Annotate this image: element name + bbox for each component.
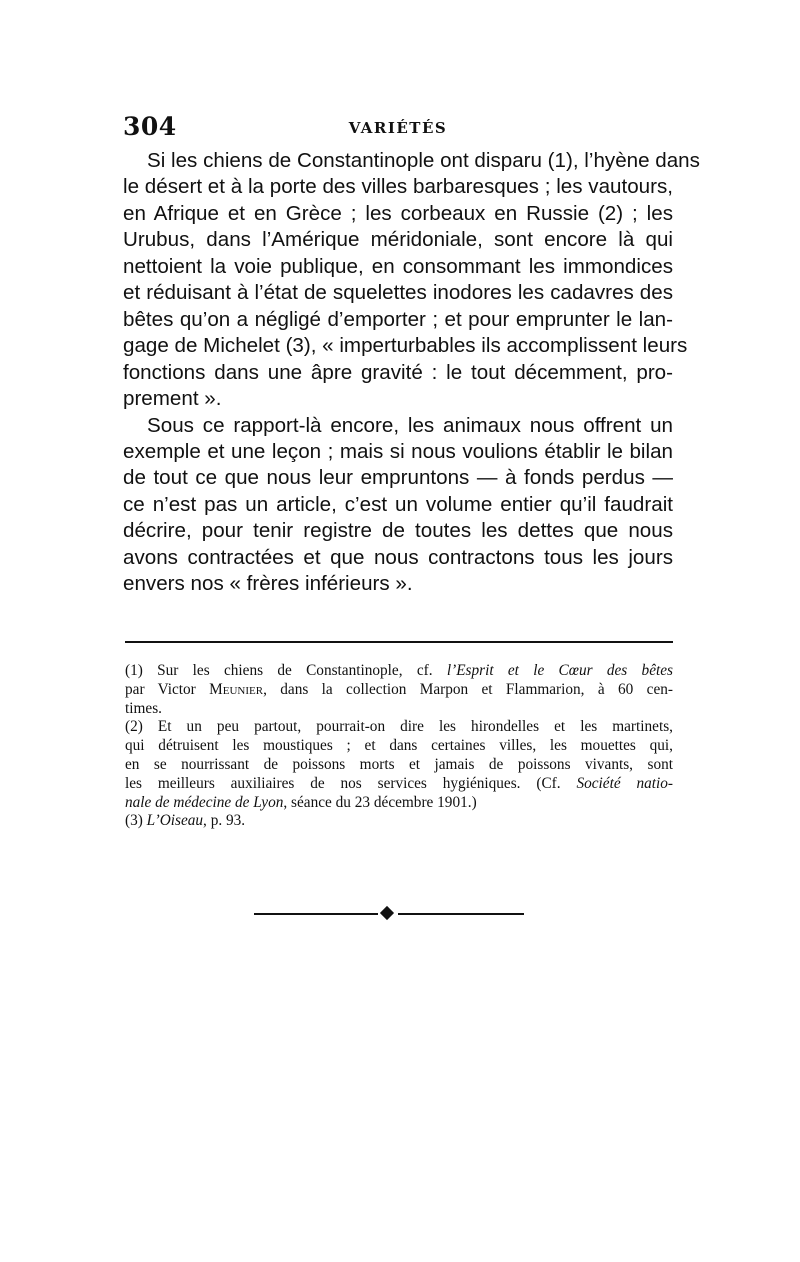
footnote-text: , séance du 23 décembre 1901.) <box>283 793 477 811</box>
footnote-1-line <box>125 681 673 700</box>
diamond-icon <box>380 906 394 920</box>
footnote-text: , dans la collection Marpon et Flammarion, à 60 cen- <box>263 680 673 698</box>
text-line: le désert et à la porte des villes barbaresques ; les vautours, <box>123 175 673 199</box>
text-line: gage de Michelet (3), « imperturbables ils accomplissent leurs <box>123 334 688 358</box>
footnote-2-line: en se nourrissant de poissons morts et jamais de poissons vivants, sont <box>125 755 673 773</box>
footnote-text: (1) Sur les chiens de Constantinople, cf. <box>125 662 447 679</box>
text-line: prement ». <box>123 387 222 411</box>
running-head: VARIÉTÉS <box>348 119 448 137</box>
footnote-text: par Victor <box>125 680 210 698</box>
cited-title: L’Oiseau <box>146 812 204 830</box>
text-line: Sous ce rapport-là encore, les animaux nous offrent un <box>147 413 673 437</box>
ornament-rule-left <box>254 913 378 915</box>
author-name: Meunier <box>209 680 264 698</box>
ornament-rule-right <box>398 913 524 915</box>
text-line: envers nos « frères inférieurs ». <box>123 572 413 596</box>
text-line: décrire, pour tenir registre de toutes les dettes que nous <box>123 519 673 543</box>
footnote-2-line <box>125 775 673 794</box>
footnote-text: (3) <box>125 812 147 830</box>
cited-title: l’Esprit et le Cœur des bêtes <box>446 662 673 679</box>
end-ornament <box>254 906 524 922</box>
text-line: Si les chiens de Constantinople ont disparu (1), l’hyène dans <box>147 149 700 172</box>
page-header <box>123 112 673 142</box>
text-line: nettoient la voie publique, en consommant les immondices <box>123 254 673 278</box>
text-line: avons contractées et que nous contractons tous les jours <box>123 545 673 569</box>
text-line: de tout ce que nous leur empruntons — à fonds perdus — <box>123 466 673 490</box>
footnote-1-line <box>125 662 673 681</box>
text-line: bêtes qu’on a négligé d’emporter ; et pour emprunter le lan- <box>123 307 673 331</box>
footnote-2-line: (2) Et un peu partout, pourrait-on dire les hirondelles et les martinets, <box>125 718 673 736</box>
text-line: en Afrique et en Grèce ; les corbeaux en Russie (2) ; les <box>123 201 673 225</box>
footnote-divider <box>125 641 673 643</box>
footnote-2-line <box>125 794 673 813</box>
text-line: fonctions dans une âpre gravité : le tout décemment, pro- <box>123 360 673 384</box>
footnotes <box>125 662 673 831</box>
text-line: Urubus, dans l’Amérique méridoniale, sont encore là qui <box>123 228 673 252</box>
footnote-text: les meilleurs auxiliaires de nos services hygiéniques. (Cf. <box>125 774 577 792</box>
cited-title: nale de médecine de Lyon <box>125 793 284 811</box>
footnote-text: , p. 93. <box>203 812 246 830</box>
text-line: et réduisant à l’état de squelettes inodores les cadavres des <box>123 281 673 305</box>
text-line: ce n’est pas un article, c’est un volume entier qu’il faudrait <box>123 492 673 516</box>
cited-title: Société natio- <box>576 774 674 792</box>
footnote-1-line: times. <box>125 699 162 717</box>
text-line: exemple et une leçon ; mais si nous voulions établir le bilan <box>123 439 673 463</box>
footnote-2-line: qui détruisent les moustiques ; et dans certaines villes, les mouettes qui, <box>125 737 673 755</box>
footnote-3-line <box>125 812 673 831</box>
page-number: 304 <box>123 112 177 141</box>
main-text <box>123 148 700 598</box>
